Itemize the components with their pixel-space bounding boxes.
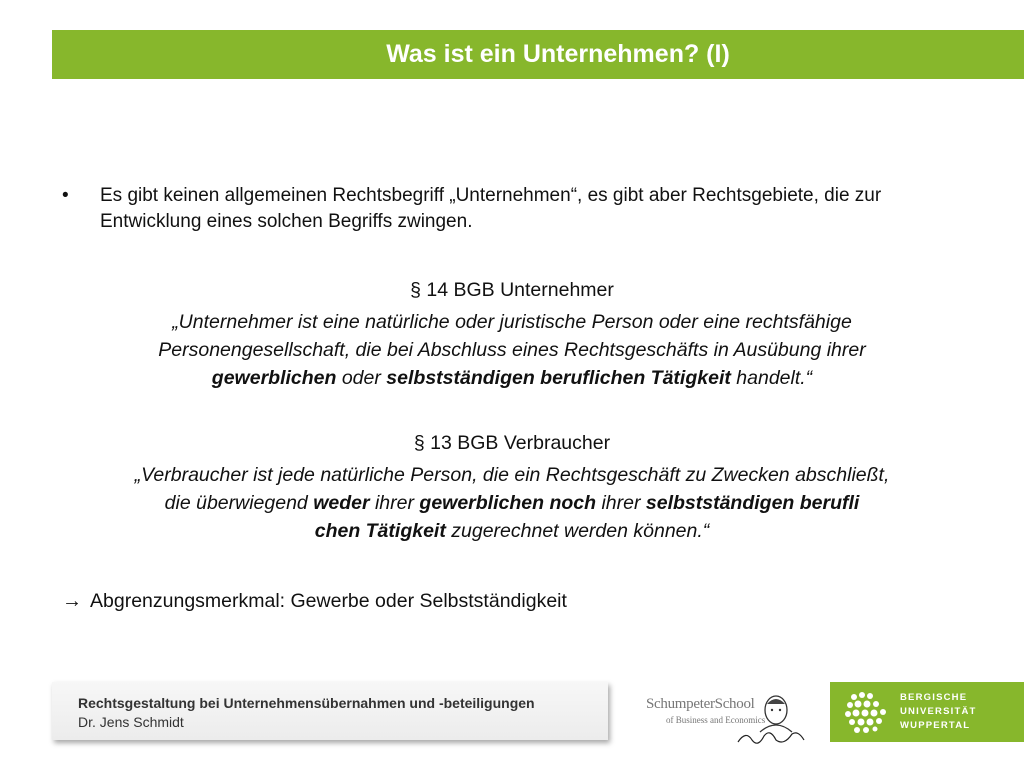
- section-13-line-1: „Verbraucher ist jede natürliche Person, die ein Rechtsgeschäft zu Zwecken abschließt,: [134, 464, 890, 486]
- emphasis: weder: [313, 492, 370, 514]
- section-13-bgb: [40, 429, 984, 545]
- schumpeter-portrait-icon: [736, 690, 816, 750]
- section-13-line-3: [40, 517, 984, 545]
- title-bar: [52, 30, 1024, 79]
- conclusion-text: Abgrenzungsmerkmal: Gewerbe oder Selbstständigkeit: [90, 590, 567, 612]
- school-subtitle: of Business and Economics: [666, 715, 766, 725]
- footer-course-box: [52, 682, 608, 740]
- university-logo-box: [830, 682, 1024, 742]
- emphasis: gewerblichen noch: [419, 492, 597, 514]
- emphasis: chen Tätigkeit: [314, 520, 446, 542]
- page-title: Was ist ein Unternehmen? (I): [386, 40, 730, 68]
- course-title: Rechtsgestaltung bei Unternehmensübernahmen und -beteiligungen: [78, 695, 535, 711]
- bullet-marker: •: [62, 185, 69, 206]
- section-14-line-3: [40, 364, 984, 392]
- intro-bullet: [62, 183, 982, 235]
- intro-text: Es gibt keinen allgemeinen Rechtsbegriff „Unternehmen“, es gibt aber Rechtsgebiete, die zur Entwicklung eines solchen Begriffs zwingen.: [100, 185, 882, 232]
- emphasis: selbstständigen beruflichen Tätigkeit: [386, 367, 731, 389]
- text-run: zugerechnet werden können.“: [445, 520, 710, 542]
- school-name: SchumpeterSchool: [646, 696, 755, 712]
- section-13-line-2: [40, 489, 984, 517]
- section-14-line-1: „Unternehmer ist eine natürliche oder juristische Person oder eine rechtsfähige: [172, 311, 852, 333]
- university-line-2: UNIVERSITÄT: [900, 706, 977, 717]
- university-line-1: BERGISCHE: [900, 692, 968, 703]
- section-14-bgb: [40, 276, 984, 392]
- section-14-heading: § 14 BGB Unternehmer: [410, 279, 614, 301]
- schumpeter-school-logo: [646, 690, 826, 750]
- text-run: oder: [336, 367, 387, 389]
- emphasis: gewerblichen: [211, 367, 337, 389]
- university-name: [900, 691, 977, 733]
- conclusion: [62, 588, 567, 614]
- text-run: ihrer: [369, 492, 420, 514]
- text-run: die überwiegend: [164, 492, 314, 514]
- section-13-heading: § 13 BGB Verbraucher: [413, 432, 611, 454]
- university-line-3: WUPPERTAL: [900, 720, 971, 731]
- arrow-right-icon: →: [62, 590, 82, 612]
- text-run: ihrer: [596, 492, 646, 514]
- emphasis: selbstständigen berufli: [645, 492, 860, 514]
- section-14-line-2: Personengesellschaft, die bei Abschluss eines Rechtsgeschäfts in Ausübung ihrer: [158, 339, 866, 361]
- author-name: Dr. Jens Schmidt: [78, 714, 184, 730]
- buw-lion-logo-icon: [840, 687, 892, 737]
- text-run: handelt.“: [730, 367, 813, 389]
